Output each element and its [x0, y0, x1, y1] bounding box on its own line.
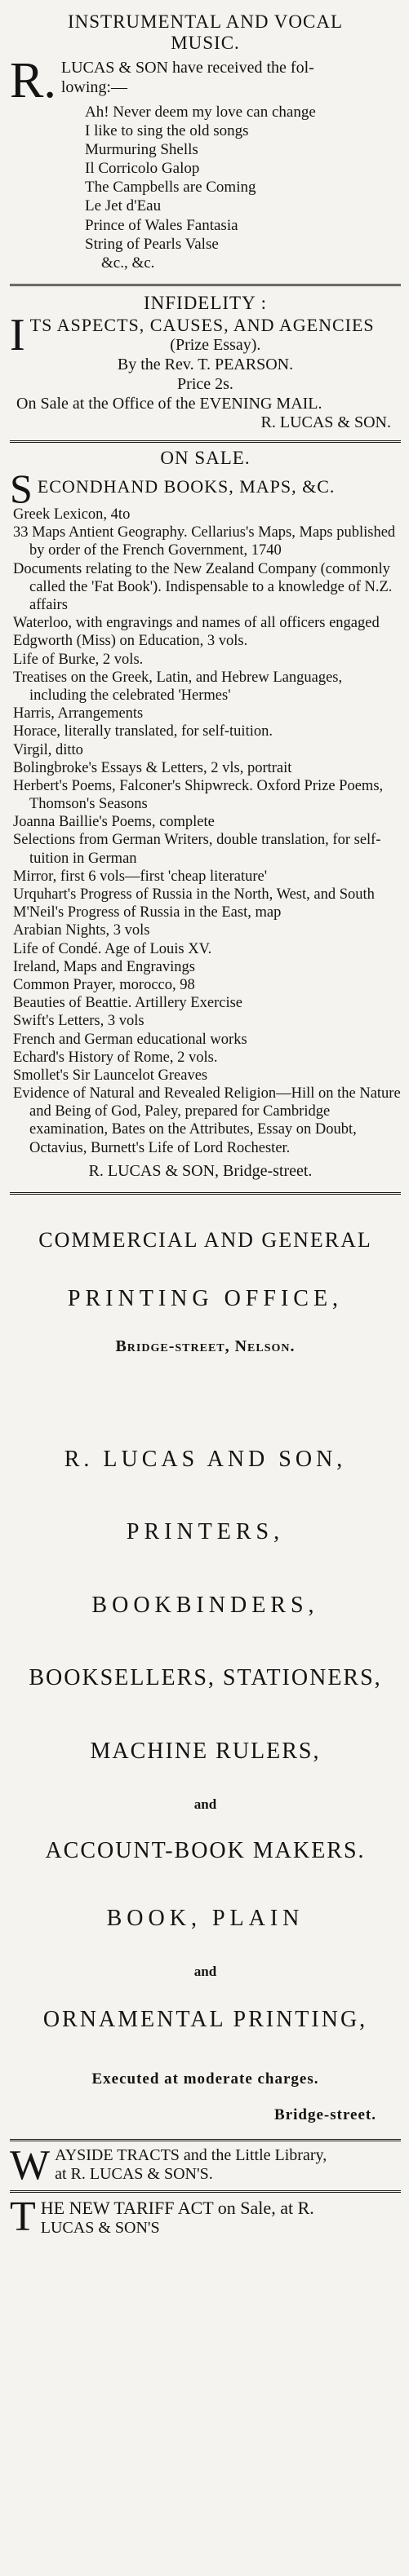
printing-book-plain: BOOK, PLAIN — [106, 1906, 305, 1932]
tariff-line2: LUCAS & SON'S — [40, 2218, 160, 2237]
divider — [10, 440, 401, 443]
list-item: Smollet's Sir Launcelot Greaves — [13, 1067, 208, 1084]
list-item: Selections from German Writers, double translation, for self-tuition in German — [13, 832, 381, 867]
list-item: Le Jet d'Eau — [85, 197, 162, 215]
divider — [10, 2139, 401, 2141]
list-item: The Campbells are Coming — [85, 179, 256, 197]
list-item: Greek Lexicon, 4to — [13, 506, 131, 524]
printing-printers: PRINTERS, — [126, 1519, 285, 1545]
infidelity-advertisement — [10, 293, 401, 432]
list-item: Life of Condé. Age of Louis XV. — [13, 940, 212, 957]
list-item: Joanna Baillie's Poems, complete — [13, 814, 215, 831]
list-item: Life of Burke, 2 vols. — [13, 651, 144, 668]
list-item: String of Pearls Valse — [85, 235, 219, 253]
music-title-line2: MUSIC. — [171, 33, 240, 54]
printing-office-advertisement — [10, 1227, 401, 2125]
list-item: Beauties of Beattie. Artillery Exercise — [13, 995, 242, 1012]
music-title-line1: INSTRUMENTAL AND VOCAL — [67, 11, 344, 32]
list-item: Ah! Never deem my love can change — [85, 103, 316, 121]
printing-rulers: MACHINE RULERS, — [90, 1738, 321, 1764]
printing-street: Bridge-street. — [274, 2106, 376, 2124]
infidelity-price: Price 2s. — [177, 375, 233, 394]
list-item: M'Neil's Progress of Russia in the East, map — [13, 904, 282, 921]
divider — [10, 1192, 401, 1195]
infidelity-title: INFIDELITY : — [143, 293, 268, 314]
infidelity-essay-note: (Prize Essay). — [170, 335, 261, 354]
list-item: Harris, Arrangements — [13, 705, 144, 722]
infidelity-subtitle: TS ASPECTS, CAUSES, AND AGENCIES — [29, 314, 375, 335]
list-item: Echard's History of Rome, 2 vols. — [13, 1049, 218, 1066]
printing-booksellers: BOOKSELLERS, STATIONERS, — [29, 1665, 382, 1691]
list-item: Edgworth (Miss) on Education, 3 vols. — [13, 633, 248, 650]
list-item: &c., &c. — [101, 254, 155, 272]
infidelity-author: By the Rev. T. PEARSON. — [117, 356, 294, 374]
printing-executed: Executed at moderate charges. — [91, 2070, 319, 2088]
music-item-list — [10, 103, 401, 273]
list-item: French and German educational works — [13, 1031, 247, 1048]
music-dropcap: R. — [10, 52, 56, 108]
list-item: Treatises on the Greek, Latin, and Hebrew Languages, including the celebrated 'Hermes' — [13, 669, 343, 704]
printing-bookbinders: BOOKBINDERS, — [91, 1592, 319, 1618]
books-subtitle: ECONDHAND BOOKS, MAPS, &C. — [37, 475, 336, 497]
list-item: I like to sing the old songs — [85, 122, 249, 139]
printing-firm: R. LUCAS AND SON, — [64, 1446, 347, 1472]
printing-line2: PRINTING OFFICE, — [67, 1286, 344, 1312]
tariff-dropcap: T — [10, 2194, 36, 2241]
printing-ornamental: ORNAMENTAL PRINTING, — [42, 2006, 368, 2032]
secondhand-books-advertisement — [10, 448, 401, 1181]
list-item: Ireland, Maps and Engravings — [13, 958, 195, 975]
wayside-line1: AYSIDE TRACTS and the Little Library, — [55, 2146, 327, 2165]
books-item-list — [10, 506, 401, 1157]
printing-line1: COMMERCIAL AND GENERAL — [38, 1227, 372, 1252]
books-dropcap: S — [10, 465, 33, 511]
list-item: Swift's Letters, 3 vols — [13, 1013, 144, 1030]
list-item: Waterloo, with engravings and names of all officers engaged — [13, 615, 380, 632]
list-item: Documents relating to the New Zealand Company (commonly called the 'Fat Book'). Indispensable to a knowledge of N.Z. affairs — [13, 560, 393, 614]
wayside-dropcap: W — [10, 2142, 51, 2189]
printing-makers: ACCOUNT-BOOK MAKERS. — [45, 1837, 366, 1863]
books-title: ON SALE. — [160, 448, 251, 469]
books-signature: R. LUCAS & SON, Bridge-street. — [88, 1161, 313, 1180]
list-item: Prince of Wales Fantasia — [85, 216, 238, 234]
music-intro-line2: lowing:— — [60, 77, 127, 96]
music-advertisement — [10, 11, 401, 272]
printing-and2: and — [193, 1963, 217, 1979]
list-item: Herbert's Poems, Falconer's Shipwreck. Oxford Prize Poems, Thomson's Seasons — [13, 777, 384, 813]
wayside-tracts-advertisement — [10, 2142, 401, 2189]
music-intro-line1: LUCAS & SON have received the fol- — [60, 58, 314, 77]
list-item: Evidence of Natural and Revealed Religion—Hill on the Nature and Being of God, Paley, prepared for Cambridge examination, Bates on the Attributes, Essay on Doubt, Octavius, Burnett's Life of Lord Rochester. — [13, 1085, 401, 1156]
infidelity-sale-line: On Sale at the Office of the EVENING MAIL. — [16, 395, 322, 413]
list-item: Horace, literally translated, for self-tuition. — [13, 723, 273, 740]
divider — [10, 284, 401, 286]
tariff-line1: HE NEW TARIFF ACT on Sale, at R. — [40, 2198, 314, 2219]
list-item: Urquhart's Progress of Russia in the North, West, and South — [13, 886, 375, 904]
list-item: Il Corricolo Galop — [85, 160, 200, 178]
infidelity-dropcap: I — [10, 309, 25, 360]
tariff-act-advertisement — [10, 2194, 401, 2241]
printing-address: Bridge-street, Nelson. — [115, 1337, 296, 1355]
list-item: Bolingbroke's Essays & Letters, 2 vls, portrait — [13, 759, 292, 776]
list-item: Arabian Nights, 3 vols — [13, 922, 150, 939]
list-item: Murmuring Shells — [85, 140, 198, 158]
divider — [10, 2190, 401, 2193]
infidelity-signature: R. LUCAS & SON. — [260, 413, 391, 432]
list-item: Common Prayer, morocco, 98 — [13, 976, 195, 993]
printing-and1: and — [193, 1796, 217, 1812]
list-item: Mirror, first 6 vols—first 'cheap literature' — [13, 868, 268, 885]
wayside-line2: at R. LUCAS & SON'S. — [55, 2165, 213, 2184]
list-item: Virgil, ditto — [13, 741, 83, 758]
list-item: 33 Maps Antient Geography. Cellarius's Maps, Maps published by order of the French Government, 1740 — [13, 524, 396, 559]
